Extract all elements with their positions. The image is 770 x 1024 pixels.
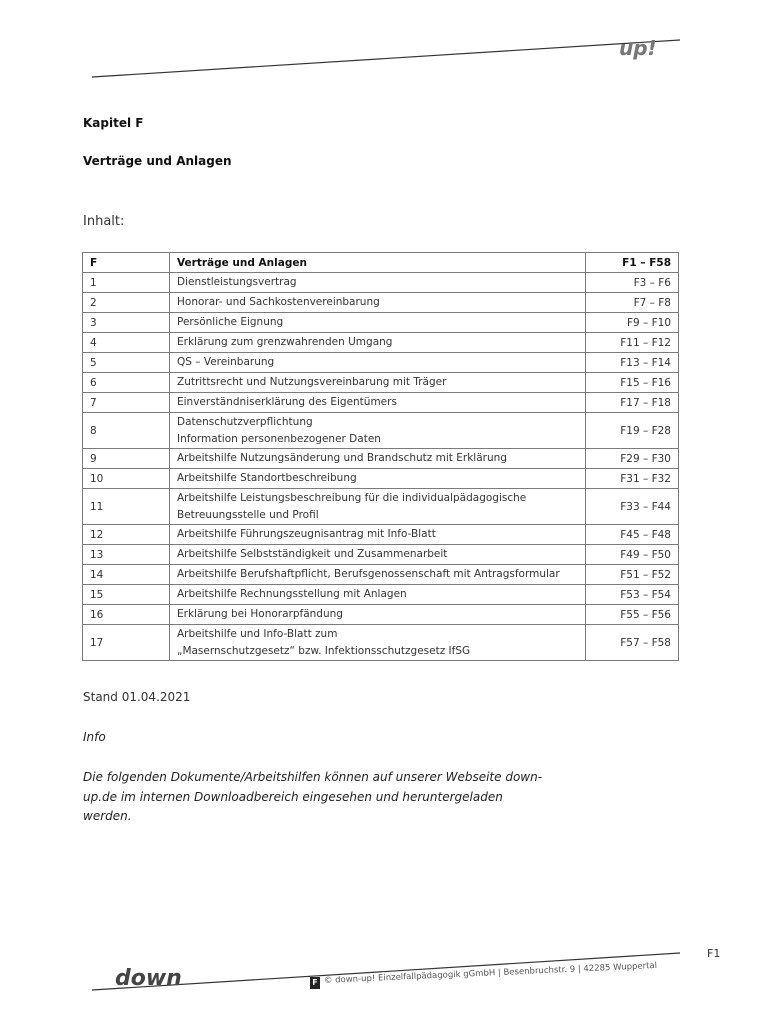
table-row [83,449,679,469]
table-row [83,353,679,373]
row-title-line: Einverständniserklärung des Eigentümers [177,396,397,408]
contents-label: Inhalt: [83,214,125,229]
row-title-line: Betreuungsstelle und Profil [177,508,319,521]
row-pages: F13 – F14 [586,353,679,373]
row-title [170,373,586,393]
row-title [170,353,586,373]
row-title-line: Arbeitshilfe Führungszeugnisantrag mit Info-Blatt [177,528,436,540]
row-number: 4 [83,333,170,353]
row-title [170,469,586,489]
row-title-line: Erklärung zum grenzwahrenden Umgang [177,336,393,348]
table-row [83,413,679,449]
row-pages: F9 – F10 [586,313,679,333]
row-number: 14 [83,565,170,585]
info-text: Die folgenden Dokumente/Arbeitshilfen können auf unserer Webseite down-up.de im internen Downloadbereich eingesehen und heruntergeladen werden. [83,770,543,823]
row-title [170,545,586,565]
table-row [83,313,679,333]
row-pages: F17 – F18 [586,393,679,413]
row-pages: F31 – F32 [586,469,679,489]
row-title-line: Erklärung bei Honorarpfändung [177,608,343,620]
row-number: 17 [83,625,170,661]
row-title-line: Arbeitshilfe Selbstständigkeit und Zusammenarbeit [177,548,448,560]
row-number: 12 [83,525,170,545]
row-title-line: Arbeitshilfe Leistungsbeschreibung für die individualpädagogische [177,491,527,504]
row-title-line: Honorar- und Sachkostenvereinbarung [177,296,380,308]
table-row [83,333,679,353]
row-number: 13 [83,545,170,565]
row-pages: F49 – F50 [586,545,679,565]
row-pages: F51 – F52 [586,565,679,585]
table-row [83,373,679,393]
row-title [170,449,586,469]
row-pages: F29 – F30 [586,449,679,469]
row-title [170,625,586,661]
row-pages: F3 – F6 [586,273,679,293]
row-title [170,393,586,413]
row-pages: F11 – F12 [586,333,679,353]
header-col-pages: F1 – F58 [586,253,679,273]
row-title-line: QS – Vereinbarung [177,356,275,368]
row-pages: F33 – F44 [586,489,679,525]
stand-date: Stand 01.04.2021 [83,690,191,704]
row-pages: F19 – F28 [586,413,679,449]
table-row [83,393,679,413]
row-pages: F55 – F56 [586,605,679,625]
chapter-heading: Kapitel F [83,116,144,130]
section-title: Verträge und Anlagen [83,154,232,168]
row-title [170,605,586,625]
row-pages: F7 – F8 [586,293,679,313]
table-row [83,273,679,293]
footer-logo: down [115,966,182,991]
row-pages: F53 – F54 [586,585,679,605]
table-row [83,525,679,545]
table-row [83,605,679,625]
row-number: 7 [83,393,170,413]
row-number: 11 [83,489,170,525]
row-title-line: Persönliche Eignung [177,316,284,328]
row-title [170,525,586,545]
row-number: 10 [83,469,170,489]
row-title-line: Arbeitshilfe und Info-Blatt zum [177,627,338,640]
row-title-line: Dienstleistungsvertrag [177,276,297,288]
row-number: 2 [83,293,170,313]
header-col-title: Verträge und Anlagen [170,253,586,273]
table-row [83,585,679,605]
row-title-line: Arbeitshilfe Nutzungsänderung und Brandschutz mit Erklärung [177,452,507,464]
row-title-line: Zutrittsrecht und Nutzungsvereinbarung mit Träger [177,376,447,388]
table-row [83,293,679,313]
row-number: 6 [83,373,170,393]
row-title [170,313,586,333]
info-heading: Info [83,730,106,744]
row-title-line: Information personenbezogener Daten [177,432,381,445]
row-number: 3 [83,313,170,333]
row-title [170,413,586,449]
table-row [83,469,679,489]
row-title [170,293,586,313]
contents-table [82,252,679,661]
footer-chapter-box: F [310,977,320,989]
row-number: 1 [83,273,170,293]
table-row [83,625,679,661]
row-pages: F15 – F16 [586,373,679,393]
row-title [170,565,586,585]
row-title [170,333,586,353]
row-pages: F45 – F48 [586,525,679,545]
table-row [83,565,679,585]
header-logo: up! [619,36,657,60]
row-title [170,273,586,293]
row-pages: F57 – F58 [586,625,679,661]
table-row [83,489,679,525]
row-number: 8 [83,413,170,449]
row-title-line: „Masernschutzgesetz“ bzw. Infektionsschutzgesetz IfSG [177,644,471,657]
row-title [170,489,586,525]
row-title [170,585,586,605]
row-title-line: Arbeitshilfe Standortbeschreibung [177,472,357,484]
table-row [83,545,679,565]
row-number: 9 [83,449,170,469]
row-number: 5 [83,353,170,373]
row-title-line: Datenschutzverpflichtung [177,415,313,428]
row-title-line: Arbeitshilfe Rechnungsstellung mit Anlagen [177,588,407,600]
row-number: 16 [83,605,170,625]
row-number: 15 [83,585,170,605]
page-number: F1 [707,947,721,960]
footer-copyright: © down-up! Einzelfallpädagogik gGmbH | Besenbruchstr. 9 | 42285 Wuppertal [323,960,658,986]
table-header-row [83,253,679,273]
header-col-letter: F [83,253,170,273]
row-title-line: Arbeitshilfe Berufshaftpflicht, Berufsgenossenschaft mit Antragsformular [177,568,560,580]
